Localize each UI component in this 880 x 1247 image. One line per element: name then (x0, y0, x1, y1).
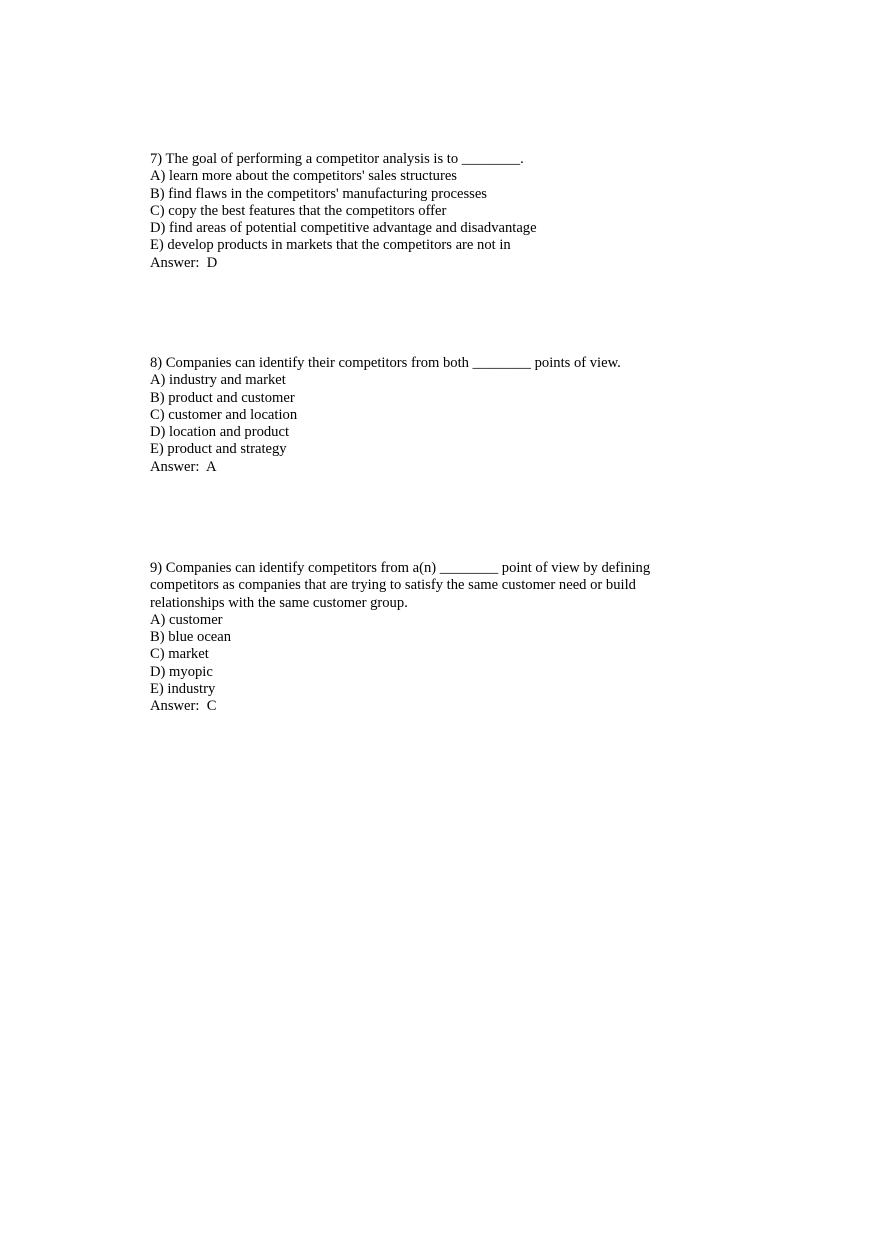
option-a: A) customer (150, 611, 223, 628)
question-stem-line-2: competitors as companies that are trying to satisfy the same customer need or build (150, 577, 636, 594)
answer-line: Answer: D (150, 254, 218, 271)
option-c: C) copy the best features that the competitors offer (150, 202, 447, 219)
option-b: B) blue ocean (150, 629, 232, 646)
question-7 (150, 151, 710, 272)
option-a: A) learn more about the competitors' sales structures (150, 168, 457, 185)
answer-line: Answer: C (150, 698, 217, 715)
option-d: D) myopic (150, 663, 213, 680)
option-d: D) find areas of potential competitive advantage and disadvantage (150, 220, 537, 237)
option-e: E) product and strategy (150, 441, 287, 458)
option-d: D) location and product (150, 424, 290, 441)
option-c: C) market (150, 646, 209, 663)
option-e: E) develop products in markets that the competitors are not in (150, 237, 511, 254)
option-e: E) industry (150, 681, 216, 698)
question-9 (150, 560, 710, 716)
question-stem-line-1: 9) Companies can identify competitors from a(n) ________ point of view by defining (150, 560, 651, 576)
option-b: B) find flaws in the competitors' manufacturing processes (150, 185, 487, 202)
option-c: C) customer and location (150, 406, 298, 423)
option-b: B) product and customer (150, 389, 295, 406)
question-8 (150, 355, 710, 476)
question-stem: 8) Companies can identify their competitors from both ________ points of view. (150, 355, 621, 371)
answer-line: Answer: A (150, 458, 217, 475)
question-stem: 7) The goal of performing a competitor analysis is to ________. (150, 151, 524, 167)
option-a: A) industry and market (150, 372, 286, 389)
question-stem-line-3: relationships with the same customer group. (150, 594, 408, 611)
